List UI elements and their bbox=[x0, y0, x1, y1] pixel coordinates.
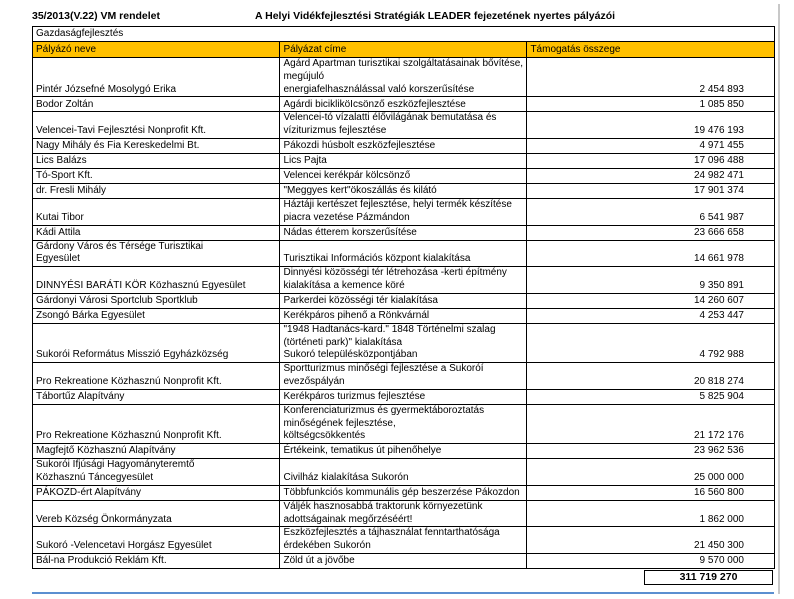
grant-amount-cell: 21 450 300 bbox=[527, 527, 774, 554]
project-title-line: Agárdi bicikliköIcsönző eszközfejlesztése bbox=[283, 98, 466, 110]
grant-amount-cell: 2 454 893 bbox=[527, 58, 774, 97]
table-row bbox=[33, 153, 774, 168]
applicant-name-line: Gárdony Város és Térsége Turisztikai bbox=[36, 240, 204, 252]
table-row bbox=[33, 404, 774, 443]
table-row bbox=[33, 500, 774, 527]
table-row bbox=[33, 459, 774, 486]
project-title-line: Lics Pajta bbox=[283, 155, 327, 167]
project-title-line: Kerékpáros pihenő a Rönkvárnál bbox=[283, 309, 430, 321]
table-row bbox=[33, 323, 774, 362]
applicant-cell bbox=[33, 225, 280, 240]
applicant-cell bbox=[33, 404, 280, 443]
grant-amount-cell: 4 971 455 bbox=[527, 138, 774, 153]
column-header-amount: Támogatás összege bbox=[527, 42, 774, 58]
project-title-line: Pákozdi húsbolt eszközfejlesztése bbox=[283, 140, 436, 152]
header-row bbox=[33, 42, 774, 58]
table-row bbox=[33, 267, 774, 294]
project-title-line: "1948 Hadtanács-kard." 1848 Történelmi szalag (történeti park)" kialakítása bbox=[283, 323, 496, 348]
grant-amount-cell: 23 962 536 bbox=[527, 444, 774, 459]
page-title bbox=[32, 8, 772, 24]
total-amount: 311 719 270 bbox=[644, 570, 773, 585]
grant-amount-cell: 9 350 891 bbox=[527, 267, 774, 294]
applicant-cell bbox=[33, 112, 280, 139]
section-row bbox=[33, 27, 774, 42]
grant-amount-cell: 21 172 176 bbox=[527, 404, 774, 443]
project-title-cell bbox=[280, 363, 527, 390]
applicant-name-line: Lics Balázs bbox=[36, 155, 87, 167]
applicant-name-line: DINNYÉSI BARÁTI KÖR Közhasznú Egyesület bbox=[36, 279, 246, 291]
applicant-cell bbox=[33, 485, 280, 500]
section-title: Gazdaságfejlesztés bbox=[33, 27, 774, 42]
project-title-cell bbox=[280, 500, 527, 527]
applicant-name-line: Kádi Attila bbox=[36, 226, 81, 238]
applicant-cell bbox=[33, 308, 280, 323]
applicant-name-line: Vereb Község Önkormányzata bbox=[36, 513, 172, 525]
grant-amount-cell: 24 982 471 bbox=[527, 168, 774, 183]
project-title-line: "Meggyes kert"ökoszállás és kilátó bbox=[283, 185, 437, 197]
applicant-name-line: Pintér Józsefné Mosolygó Erika bbox=[36, 83, 177, 95]
table-row bbox=[33, 58, 774, 97]
project-title-line: Többfunkciós kommunális gép beszerzése Pákozdon bbox=[283, 486, 520, 498]
project-title-line: Értékeink, tematikus út pihenőhelye bbox=[283, 445, 442, 457]
applicant-cell bbox=[33, 198, 280, 225]
applicant-cell bbox=[33, 267, 280, 294]
project-title-line: Zöld út a jövőbe bbox=[283, 555, 355, 567]
applicant-name-line: Sukorói Református Misszió Egyházközség bbox=[36, 349, 229, 361]
project-title-cell bbox=[280, 183, 527, 198]
grant-amount-cell: 1 862 000 bbox=[527, 500, 774, 527]
applicant-name-line: Magfejtő Közhasznú Alapítvány bbox=[36, 445, 176, 457]
project-title-cell bbox=[280, 308, 527, 323]
project-title-cell bbox=[280, 138, 527, 153]
document-title: A Helyi Vidékfejlesztési Stratégiák LEADER fejezetének nyertes pályázói bbox=[255, 10, 616, 22]
table-row bbox=[33, 485, 774, 500]
project-title-cell bbox=[280, 267, 527, 294]
applicant-name-line: Pro Rekreatione Közhasznú Nonprofit Kft. bbox=[36, 430, 222, 442]
applicant-name-line: Sukoró -Velencetavi Horgász Egyesület bbox=[36, 540, 212, 552]
grant-amount-cell: 5 825 904 bbox=[527, 389, 774, 404]
table-row bbox=[33, 389, 774, 404]
project-title-cell bbox=[280, 459, 527, 486]
applicant-cell bbox=[33, 138, 280, 153]
project-title-line: Parkerdei közösségi tér kialakítása bbox=[283, 294, 438, 306]
table-row bbox=[33, 293, 774, 308]
project-title-cell bbox=[280, 527, 527, 554]
project-title-line: Kerékpáros turizmus fejlesztése bbox=[283, 390, 426, 402]
project-title-line: Eszközfejlesztés a tájhasználat fenntarthatósága érdekében Sukorón bbox=[283, 527, 500, 552]
applicant-name-line: Nagy Mihály és Fia Kereskedelmi Bt. bbox=[36, 140, 200, 152]
table-row bbox=[33, 183, 774, 198]
project-title-cell bbox=[280, 153, 527, 168]
table-row bbox=[33, 444, 774, 459]
winners-table bbox=[32, 26, 775, 569]
column-header-title: Pályázat címe bbox=[280, 42, 527, 58]
table-row bbox=[33, 168, 774, 183]
table-row bbox=[33, 97, 774, 112]
project-title-cell bbox=[280, 444, 527, 459]
grant-amount-cell: 17 901 374 bbox=[527, 183, 774, 198]
grant-amount-cell: 4 253 447 bbox=[527, 308, 774, 323]
applicant-cell bbox=[33, 389, 280, 404]
project-title-cell bbox=[280, 240, 527, 267]
applicant-name-line: Tábortűz Alapítvány bbox=[36, 390, 125, 402]
project-title-line: Velencei-tó vízalatti élővilágának bemutatása és víziturizmus fejlesztése bbox=[283, 112, 497, 137]
project-title-line: Velencei kerékpár kölcsönző bbox=[283, 170, 411, 182]
applicant-cell bbox=[33, 58, 280, 97]
grant-amount-cell: 23 666 658 bbox=[527, 225, 774, 240]
project-title-cell bbox=[280, 112, 527, 139]
applicant-name-line: Közhasznú Táncegyesület bbox=[36, 471, 154, 483]
grant-amount-cell: 4 792 988 bbox=[527, 323, 774, 362]
applicant-cell bbox=[33, 183, 280, 198]
applicant-cell bbox=[33, 363, 280, 390]
table-row bbox=[33, 138, 774, 153]
applicant-name-line: dr. Fresli Mihály bbox=[36, 185, 107, 197]
applicant-name-line: Zsongó Bárka Egyesület bbox=[36, 309, 145, 321]
project-title-cell bbox=[280, 58, 527, 97]
page-right-edge bbox=[778, 4, 780, 594]
applicant-cell bbox=[33, 293, 280, 308]
applicant-name-line: Pro Rekreatione Közhasznú Nonprofit Kft. bbox=[36, 375, 222, 387]
table-row bbox=[33, 527, 774, 554]
table-row bbox=[33, 308, 774, 323]
applicant-cell bbox=[33, 444, 280, 459]
project-title-cell bbox=[280, 404, 527, 443]
applicant-cell bbox=[33, 553, 280, 568]
table-row bbox=[33, 363, 774, 390]
grant-amount-cell: 25 000 000 bbox=[527, 459, 774, 486]
grant-amount-cell: 14 260 607 bbox=[527, 293, 774, 308]
project-title-line: Dinnyési közösségi tér létrehozása -kerti építmény kialakítása a kemence köré bbox=[283, 267, 507, 291]
applicant-cell bbox=[33, 500, 280, 527]
table-row bbox=[33, 240, 774, 267]
applicant-name-line: Gárdonyi Városi Sportclub Sportklub bbox=[36, 294, 198, 306]
project-title-cell bbox=[280, 553, 527, 568]
project-title-line: energiafelhasználással való korszerűsítése bbox=[283, 83, 475, 95]
project-title-cell bbox=[280, 323, 527, 362]
project-title-cell bbox=[280, 389, 527, 404]
applicant-name-line: Egyesület bbox=[36, 253, 80, 265]
applicant-cell bbox=[33, 323, 280, 362]
applicant-cell bbox=[33, 168, 280, 183]
applicant-cell bbox=[33, 459, 280, 486]
grant-amount-cell: 9 570 000 bbox=[527, 553, 774, 568]
applicant-name-line: Velencei-Tavi Fejlesztési Nonprofit Kft. bbox=[36, 125, 207, 137]
project-title-cell bbox=[280, 225, 527, 240]
applicant-cell bbox=[33, 97, 280, 112]
project-title-line: Váljék hasznosabbá traktorunk környezetünk adottságainak megőrzéséért! bbox=[283, 500, 483, 525]
grant-amount-cell: 20 818 274 bbox=[527, 363, 774, 390]
applicant-name-line: Kutai Tibor bbox=[36, 211, 84, 223]
applicant-name-line: Bál-na Produkció Reklám Kft. bbox=[36, 555, 167, 567]
table-row bbox=[33, 225, 774, 240]
column-header-applicant: Pályázó neve bbox=[33, 42, 280, 58]
grant-amount-cell: 17 096 488 bbox=[527, 153, 774, 168]
project-title-line: Nádas étterem korszerűsítése bbox=[283, 226, 417, 238]
project-title-line: Sportturizmus minőségi fejlesztése a Sukoróí evezőspályán bbox=[283, 363, 484, 387]
applicant-name-line: Sukorói Ifjúsági Hagyományteremtő bbox=[36, 459, 195, 471]
project-title-cell bbox=[280, 97, 527, 112]
page-bottom-border bbox=[32, 592, 774, 594]
table-row bbox=[33, 553, 774, 568]
project-title-line: Agárd Apartman turisztikai szolgáltatásainak bővítése, megújuló bbox=[283, 58, 524, 82]
applicant-cell bbox=[33, 153, 280, 168]
table-row bbox=[33, 112, 774, 139]
applicant-cell bbox=[33, 527, 280, 554]
project-title-line: Turisztikai Információs központ kialakítása bbox=[283, 253, 471, 265]
grant-amount-cell: 14 661 978 bbox=[527, 240, 774, 267]
project-title-line: Háztáji kertészet fejlesztése, helyi termék készítése piacra vezetése Pázmándon bbox=[283, 198, 512, 223]
applicant-name-line: Tó-Sport Kft. bbox=[36, 170, 93, 182]
project-title-line: Civilház kialakítása Sukorón bbox=[283, 471, 409, 483]
project-title-line: költségcsökkentés bbox=[283, 430, 366, 442]
applicant-name-line: Bodor Zoltán bbox=[36, 98, 94, 110]
regulation-reference: 35/2013(V.22) VM rendelet bbox=[32, 10, 161, 22]
table-row bbox=[33, 198, 774, 225]
project-title-cell bbox=[280, 485, 527, 500]
applicant-cell bbox=[33, 240, 280, 267]
grant-amount-cell: 19 476 193 bbox=[527, 112, 774, 139]
project-title-cell bbox=[280, 198, 527, 225]
grant-amount-cell: 16 560 800 bbox=[527, 485, 774, 500]
project-title-line: Konferenciaturizmus és gyermektáboroztatás minőségének fejlesztése, bbox=[283, 404, 485, 429]
project-title-line: Sukoró településközpontjában bbox=[283, 349, 418, 361]
applicant-name-line: PÁKOZD-ért Alapítvány bbox=[36, 486, 142, 498]
grant-amount-cell: 6 541 987 bbox=[527, 198, 774, 225]
project-title-cell bbox=[280, 293, 527, 308]
project-title-cell bbox=[280, 168, 527, 183]
grant-amount-cell: 1 085 850 bbox=[527, 97, 774, 112]
